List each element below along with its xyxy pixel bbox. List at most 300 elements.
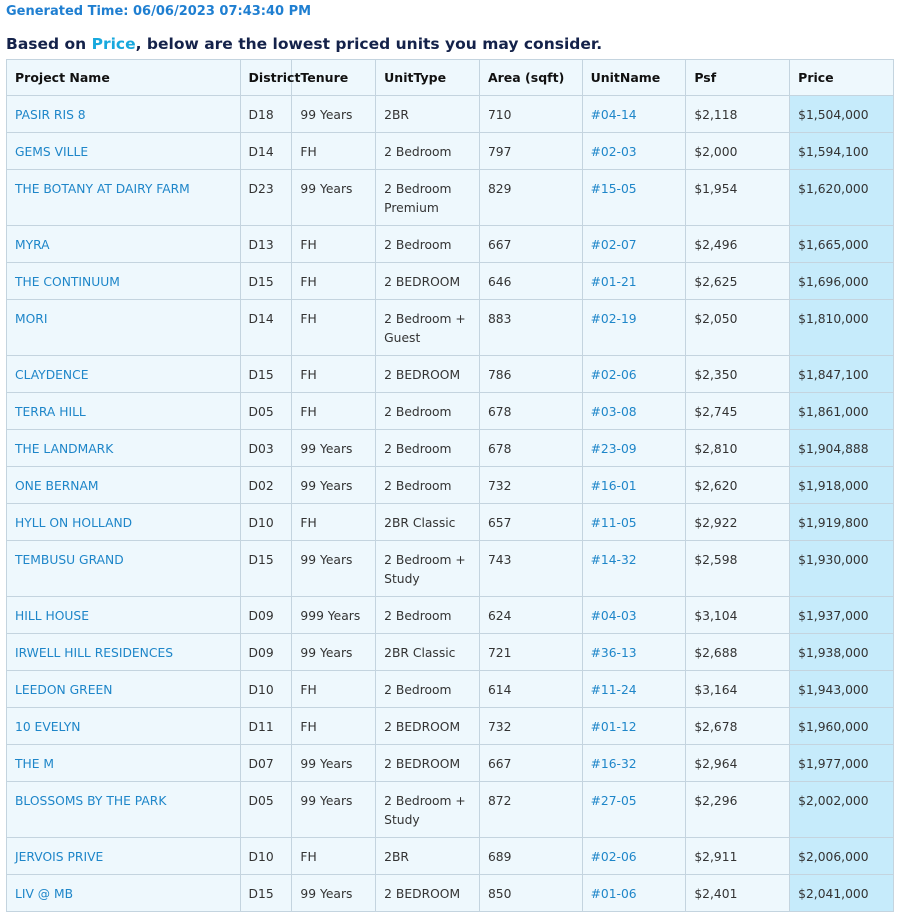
- tenure-cell: 99 Years: [300, 182, 353, 196]
- district-cell: D15: [248, 275, 274, 289]
- unit-type-cell: 2 Bedroom: [384, 609, 452, 623]
- price-cell: [790, 96, 894, 133]
- price-cell: $1,861,000: [798, 405, 869, 419]
- unit-type-cell: 2 Bedroom: [384, 442, 452, 456]
- district-cell: D23: [248, 182, 274, 196]
- area-cell: [479, 597, 582, 634]
- unit-name-cell: [582, 504, 686, 541]
- psf-cell: $2,118: [694, 108, 738, 122]
- psf-cell: $2,496: [694, 238, 738, 252]
- table-row: [7, 467, 894, 504]
- tenure-cell: [292, 430, 376, 467]
- tenure-cell: [292, 356, 376, 393]
- district-cell: D15: [248, 887, 274, 901]
- district-cell: [240, 226, 292, 263]
- psf-cell: $2,401: [694, 887, 738, 901]
- project-name-cell: [7, 634, 241, 671]
- tenure-cell: FH: [300, 238, 317, 252]
- price-cell: [790, 875, 894, 912]
- project-name-cell: [7, 356, 241, 393]
- project-name-link[interactable]: THE M: [15, 757, 55, 771]
- area-cell: 829: [487, 182, 512, 196]
- district-cell: D13: [248, 238, 274, 252]
- area-cell: [479, 838, 582, 875]
- price-cell: $1,938,000: [798, 646, 869, 660]
- area-cell: [479, 263, 582, 300]
- unit-name-cell: [582, 356, 686, 393]
- district-cell: D15: [248, 553, 274, 567]
- price-cell: $1,620,000: [798, 182, 869, 196]
- units-table: [6, 59, 894, 912]
- district-cell: [240, 875, 292, 912]
- unit-type-cell: [376, 356, 480, 393]
- tenure-cell: FH: [300, 145, 317, 159]
- psf-cell: $2,911: [694, 850, 738, 864]
- unit-type-cell: [376, 838, 480, 875]
- area-cell: 624: [487, 609, 512, 623]
- table-body: [7, 96, 894, 912]
- tenure-cell: [292, 300, 376, 356]
- unit-name-link[interactable]: #04-14: [590, 108, 637, 122]
- area-cell: 797: [487, 145, 512, 159]
- unit-name-link[interactable]: #02-03: [590, 145, 637, 159]
- psf-cell: $2,296: [694, 794, 738, 808]
- area-cell: 721: [487, 646, 512, 660]
- project-name-cell: [7, 96, 241, 133]
- table-row: [7, 671, 894, 708]
- area-cell: [479, 467, 582, 504]
- unit-type-cell: 2 Bedroom: [384, 683, 452, 697]
- area-cell: 732: [487, 479, 512, 493]
- psf-cell: [686, 133, 790, 170]
- area-cell: 850: [487, 887, 512, 901]
- area-cell: 786: [487, 368, 512, 382]
- district-cell: [240, 541, 292, 597]
- area-cell: [479, 708, 582, 745]
- price-cell: [790, 430, 894, 467]
- district-cell: [240, 597, 292, 634]
- unit-type-cell: 2 BEDROOM: [384, 720, 461, 734]
- area-cell: 743: [487, 553, 512, 567]
- tenure-cell: FH: [300, 368, 317, 382]
- project-name-cell: [7, 430, 241, 467]
- price-cell: $1,960,000: [798, 720, 869, 734]
- psf-cell: [686, 708, 790, 745]
- tenure-cell: [292, 782, 376, 838]
- area-cell: [479, 541, 582, 597]
- area-cell: [479, 170, 582, 226]
- unit-type-cell: [376, 875, 480, 912]
- area-cell: 667: [487, 238, 512, 252]
- unit-name-link[interactable]: #14-32: [590, 553, 637, 567]
- unit-name-link[interactable]: #23-09: [590, 442, 637, 456]
- tenure-cell: 99 Years: [300, 553, 353, 567]
- table-row: [7, 745, 894, 782]
- unit-type-cell: [376, 170, 480, 226]
- district-cell: D03: [248, 442, 274, 456]
- area-cell: 667: [487, 757, 512, 771]
- price-cell: $1,919,800: [798, 516, 869, 530]
- project-name-link[interactable]: THE LANDMARK: [15, 442, 114, 456]
- area-cell: [479, 504, 582, 541]
- unit-name-cell: [582, 708, 686, 745]
- tenure-cell: [292, 597, 376, 634]
- project-name-link[interactable]: IRWELL HILL RESIDENCES: [15, 646, 174, 660]
- tenure-cell: [292, 708, 376, 745]
- project-name-link[interactable]: TEMBUSU GRAND: [15, 553, 124, 567]
- district-cell: [240, 634, 292, 671]
- psf-cell: [686, 838, 790, 875]
- district-cell: D05: [248, 405, 274, 419]
- unit-type-cell: [376, 300, 480, 356]
- psf-cell: $2,810: [694, 442, 738, 456]
- unit-name-link[interactable]: #11-05: [590, 516, 637, 530]
- area-cell: [479, 356, 582, 393]
- price-cell: [790, 133, 894, 170]
- district-cell: D05: [248, 794, 274, 808]
- table-row: [7, 300, 894, 356]
- price-cell: [790, 226, 894, 263]
- project-name-link[interactable]: ONE BERNAM: [15, 479, 99, 493]
- project-name-cell: [7, 708, 241, 745]
- area-cell: [479, 430, 582, 467]
- district-cell: [240, 356, 292, 393]
- psf-cell: $2,050: [694, 312, 738, 326]
- table-row: [7, 597, 894, 634]
- area-cell: [479, 634, 582, 671]
- unit-type-cell: 2BR: [384, 850, 409, 864]
- unit-name-link[interactable]: #03-08: [590, 405, 637, 419]
- area-cell: [479, 745, 582, 782]
- tenure-cell: [292, 170, 376, 226]
- project-name-link[interactable]: 10 EVELYN: [15, 720, 81, 734]
- column-header-tenure: Tenure: [292, 60, 376, 96]
- area-cell: 657: [487, 516, 512, 530]
- heading-prefix: Based on: [6, 35, 92, 53]
- tenure-cell: FH: [300, 516, 317, 530]
- price-cell: [790, 782, 894, 838]
- project-name-link[interactable]: PASIR RIS 8: [15, 108, 86, 122]
- district-cell: [240, 708, 292, 745]
- psf-cell: [686, 504, 790, 541]
- unit-type-cell: [376, 226, 480, 263]
- tenure-cell: [292, 96, 376, 133]
- unit-type-cell: [376, 430, 480, 467]
- district-cell: [240, 300, 292, 356]
- project-name-link[interactable]: MORI: [15, 312, 48, 326]
- psf-cell: [686, 541, 790, 597]
- price-cell: $1,504,000: [798, 108, 869, 122]
- tenure-cell: [292, 263, 376, 300]
- project-name-link[interactable]: THE BOTANY AT DAIRY FARM: [15, 182, 190, 196]
- table-row: [7, 430, 894, 467]
- unit-type-cell: 2 Bedroom Premium: [384, 182, 452, 215]
- tenure-cell: [292, 504, 376, 541]
- psf-cell: $3,164: [694, 683, 738, 697]
- unit-type-cell: 2 BEDROOM: [384, 275, 461, 289]
- district-cell: D14: [248, 145, 274, 159]
- tenure-cell: 99 Years: [300, 757, 353, 771]
- district-cell: D10: [248, 516, 274, 530]
- tenure-cell: [292, 467, 376, 504]
- psf-cell: $2,598: [694, 553, 738, 567]
- psf-cell: $3,104: [694, 609, 738, 623]
- project-name-cell: [7, 393, 241, 430]
- unit-type-cell: [376, 467, 480, 504]
- unit-name-cell: [582, 782, 686, 838]
- area-cell: 614: [487, 683, 512, 697]
- table-row: [7, 708, 894, 745]
- psf-cell: [686, 671, 790, 708]
- district-cell: [240, 671, 292, 708]
- price-cell: $1,937,000: [798, 609, 869, 623]
- unit-type-cell: 2 BEDROOM: [384, 757, 461, 771]
- unit-name-cell: [582, 634, 686, 671]
- psf-cell: $2,678: [694, 720, 738, 734]
- area-cell: 710: [487, 108, 512, 122]
- unit-name-cell: [582, 541, 686, 597]
- unit-type-cell: [376, 393, 480, 430]
- tenure-cell: [292, 875, 376, 912]
- psf-cell: [686, 875, 790, 912]
- tenure-cell: [292, 541, 376, 597]
- unit-name-link[interactable]: #01-12: [590, 720, 637, 734]
- unit-type-cell: [376, 671, 480, 708]
- price-cell: $1,930,000: [798, 553, 869, 567]
- price-cell: $1,696,000: [798, 275, 869, 289]
- unit-type-cell: 2BR: [384, 108, 409, 122]
- unit-name-link[interactable]: #15-05: [590, 182, 637, 196]
- unit-name-cell: [582, 300, 686, 356]
- unit-name-link[interactable]: #02-06: [590, 368, 637, 382]
- unit-type-cell: [376, 504, 480, 541]
- psf-cell: [686, 430, 790, 467]
- unit-name-link[interactable]: #02-07: [590, 238, 637, 252]
- unit-name-link[interactable]: #36-13: [590, 646, 637, 660]
- project-name-link[interactable]: GEMS VILLE: [15, 145, 89, 159]
- price-cell: [790, 263, 894, 300]
- price-cell: [790, 745, 894, 782]
- price-cell: [790, 708, 894, 745]
- district-cell: D11: [248, 720, 274, 734]
- project-name-cell: [7, 541, 241, 597]
- psf-cell: [686, 300, 790, 356]
- price-cell: [790, 356, 894, 393]
- table-row: [7, 504, 894, 541]
- unit-name-link[interactable]: #27-05: [590, 794, 637, 808]
- district-cell: D14: [248, 312, 274, 326]
- price-cell: [790, 170, 894, 226]
- project-name-link[interactable]: BLOSSOMS BY THE PARK: [15, 794, 167, 808]
- unit-type-cell: [376, 782, 480, 838]
- unit-name-cell: [582, 875, 686, 912]
- district-cell: [240, 170, 292, 226]
- unit-name-cell: [582, 393, 686, 430]
- price-cell: $1,904,888: [798, 442, 869, 456]
- project-name-cell: [7, 782, 241, 838]
- tenure-cell: [292, 133, 376, 170]
- project-name-link[interactable]: CLAYDENCE: [15, 368, 89, 382]
- area-cell: 883: [487, 312, 512, 326]
- column-header-price: Price: [790, 60, 894, 96]
- unit-type-cell: [376, 263, 480, 300]
- table-row: [7, 782, 894, 838]
- district-cell: [240, 133, 292, 170]
- unit-type-cell: 2 Bedroom: [384, 479, 452, 493]
- psf-cell: [686, 170, 790, 226]
- unit-name-link[interactable]: #04-03: [590, 609, 637, 623]
- project-name-cell: [7, 467, 241, 504]
- price-cell: $2,041,000: [798, 887, 869, 901]
- unit-type-cell: [376, 634, 480, 671]
- district-cell: [240, 838, 292, 875]
- unit-name-cell: [582, 96, 686, 133]
- area-cell: 872: [487, 794, 512, 808]
- psf-cell: [686, 782, 790, 838]
- tenure-cell: 99 Years: [300, 794, 353, 808]
- price-cell: [790, 467, 894, 504]
- table-row: [7, 875, 894, 912]
- psf-cell: $2,964: [694, 757, 738, 771]
- table-row: [7, 393, 894, 430]
- project-name-cell: [7, 504, 241, 541]
- tenure-cell: [292, 226, 376, 263]
- area-cell: [479, 133, 582, 170]
- project-name-link[interactable]: TERRA HILL: [15, 405, 86, 419]
- price-cell: $2,002,000: [798, 794, 869, 808]
- unit-name-link[interactable]: #16-32: [590, 757, 637, 771]
- project-name-cell: [7, 745, 241, 782]
- price-cell: $2,006,000: [798, 850, 869, 864]
- tenure-cell: 99 Years: [300, 108, 353, 122]
- unit-name-cell: [582, 745, 686, 782]
- district-cell: D07: [248, 757, 274, 771]
- unit-name-link[interactable]: #02-06: [590, 850, 637, 864]
- price-cell: $1,810,000: [798, 312, 869, 326]
- project-name-cell: [7, 597, 241, 634]
- district-cell: D09: [248, 609, 274, 623]
- tenure-cell: [292, 838, 376, 875]
- unit-name-cell: [582, 170, 686, 226]
- heading-highlight-price: Price: [91, 35, 136, 53]
- project-name-cell: [7, 226, 241, 263]
- project-name-cell: [7, 263, 241, 300]
- psf-cell: [686, 597, 790, 634]
- unit-type-cell: 2 Bedroom + Study: [384, 553, 466, 586]
- area-cell: 678: [487, 405, 512, 419]
- psf-cell: [686, 393, 790, 430]
- tenure-cell: FH: [300, 312, 317, 326]
- district-cell: [240, 782, 292, 838]
- district-cell: [240, 467, 292, 504]
- area-cell: 732: [487, 720, 512, 734]
- area-cell: [479, 393, 582, 430]
- district-cell: D18: [248, 108, 274, 122]
- psf-cell: $2,922: [694, 516, 738, 530]
- price-cell: [790, 541, 894, 597]
- unit-name-cell: [582, 671, 686, 708]
- unit-name-cell: [582, 430, 686, 467]
- column-header-project-name: Project Name: [7, 60, 241, 96]
- unit-name-link[interactable]: #01-06: [590, 887, 637, 901]
- unit-name-link[interactable]: #01-21: [590, 275, 637, 289]
- tenure-cell: 99 Years: [300, 646, 353, 660]
- price-cell: [790, 634, 894, 671]
- district-cell: [240, 430, 292, 467]
- unit-type-cell: [376, 96, 480, 133]
- unit-name-link[interactable]: #02-19: [590, 312, 637, 326]
- project-name-link[interactable]: HYLL ON HOLLAND: [15, 516, 133, 530]
- psf-cell: [686, 96, 790, 133]
- project-name-cell: [7, 838, 241, 875]
- district-cell: D09: [248, 646, 274, 660]
- column-header-area: Area (sqft): [479, 60, 582, 96]
- unit-name-link[interactable]: #16-01: [590, 479, 637, 493]
- unit-type-cell: [376, 133, 480, 170]
- psf-cell: $2,350: [694, 368, 738, 382]
- unit-name-link[interactable]: #11-24: [590, 683, 637, 697]
- project-name-link[interactable]: LIV @ MB: [15, 887, 74, 901]
- project-name-link[interactable]: LEEDON GREEN: [15, 683, 113, 697]
- unit-type-cell: [376, 597, 480, 634]
- table-row: [7, 96, 894, 133]
- psf-cell: $2,688: [694, 646, 738, 660]
- area-cell: [479, 226, 582, 263]
- project-name-cell: [7, 133, 241, 170]
- price-cell: $1,594,100: [798, 145, 869, 159]
- tenure-cell: FH: [300, 275, 317, 289]
- unit-name-cell: [582, 597, 686, 634]
- tenure-cell: FH: [300, 683, 317, 697]
- unit-type-cell: 2 Bedroom + Guest: [384, 312, 466, 345]
- unit-type-cell: [376, 541, 480, 597]
- unit-type-cell: 2 Bedroom: [384, 145, 452, 159]
- psf-cell: [686, 745, 790, 782]
- tenure-cell: FH: [300, 850, 317, 864]
- tenure-cell: 99 Years: [300, 887, 353, 901]
- district-cell: D10: [248, 683, 274, 697]
- tenure-cell: [292, 393, 376, 430]
- price-cell: $1,918,000: [798, 479, 869, 493]
- district-cell: [240, 745, 292, 782]
- page-heading: [6, 35, 602, 53]
- project-name-link[interactable]: JERVOIS PRIVE: [15, 850, 104, 864]
- table-row: [7, 263, 894, 300]
- psf-cell: $2,620: [694, 479, 738, 493]
- tenure-cell: 99 Years: [300, 442, 353, 456]
- price-cell: [790, 838, 894, 875]
- project-name-link[interactable]: THE CONTINUUM: [15, 275, 120, 289]
- table-row: [7, 838, 894, 875]
- area-cell: [479, 300, 582, 356]
- tenure-cell: 999 Years: [300, 609, 361, 623]
- unit-name-cell: [582, 467, 686, 504]
- table-row: [7, 226, 894, 263]
- psf-cell: [686, 634, 790, 671]
- price-cell: [790, 597, 894, 634]
- unit-name-cell: [582, 838, 686, 875]
- unit-type-cell: 2 Bedroom: [384, 238, 452, 252]
- area-cell: [479, 782, 582, 838]
- psf-cell: [686, 356, 790, 393]
- unit-name-cell: [582, 133, 686, 170]
- unit-type-cell: [376, 745, 480, 782]
- district-cell: [240, 504, 292, 541]
- project-name-link[interactable]: HILL HOUSE: [15, 609, 89, 623]
- price-cell: $1,977,000: [798, 757, 869, 771]
- project-name-link[interactable]: MYRA: [15, 238, 50, 252]
- table-row: [7, 356, 894, 393]
